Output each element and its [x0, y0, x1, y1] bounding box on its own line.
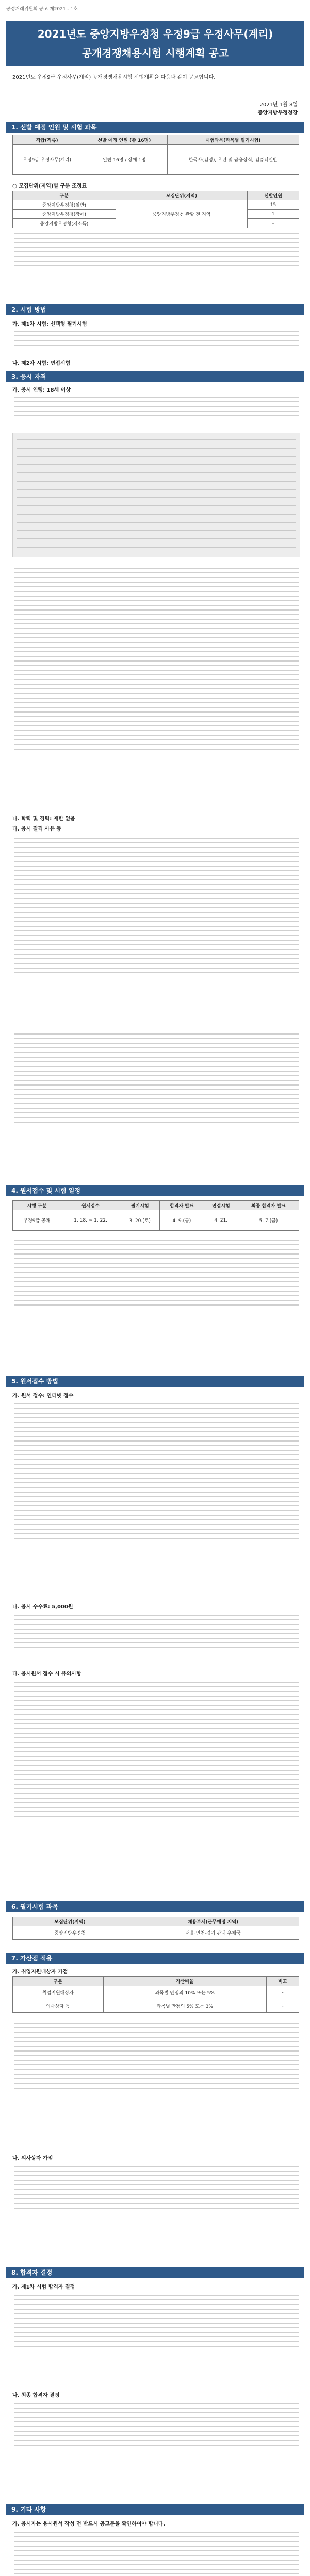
table2-cell: 중앙지방우정청(장애)	[13, 210, 116, 219]
section-2-item-b: 나. 제2차 시험: 면접시험	[12, 361, 71, 366]
section-1-notes	[14, 230, 299, 270]
section-7-notes-a	[14, 2020, 299, 2092]
table3-cell: 4. 21.	[204, 1210, 238, 1231]
table3-cell: 1. 18. ~ 1. 22.	[61, 1210, 120, 1231]
section-9-notes	[14, 2529, 299, 2576]
section-5-heading: 5. 원서접수 방법	[6, 1376, 304, 1387]
section-3-item-c: 다. 응시 결격 사유 등	[12, 826, 62, 832]
table3-cell: 5. 7.(금)	[238, 1210, 299, 1231]
section-7-notes-b	[14, 2163, 299, 2212]
table2-cell: 1	[248, 210, 299, 219]
table2-cell: 15	[248, 200, 299, 210]
section-8-notes-b	[14, 2400, 299, 2449]
header-title-line2: 공개경쟁채용시험 시행계획 공고	[81, 47, 229, 59]
table2-cell: 중앙지방우정청(저소득)	[13, 219, 116, 228]
table1-header: 시험과목(과목별 필기시험)	[167, 135, 299, 145]
section-3-heading: 3. 응시 자격	[6, 371, 304, 382]
section-3-notes-b	[14, 565, 299, 753]
table3-header: 면접시험	[204, 1201, 238, 1210]
section-9-heading: 9. 기타 사항	[6, 2504, 304, 2515]
section-4-heading: 4. 원서접수 및 시험 일정	[6, 1185, 304, 1196]
table5-cell: -	[266, 1986, 299, 1999]
table3-cell: 3. 20.(토)	[120, 1210, 160, 1231]
table1-cell: 한국사(검정), 우편 및 금융상식, 컴퓨터일반	[167, 145, 299, 175]
table2-cell: 중앙지방우정청 관할 전 지역	[116, 200, 247, 228]
selection-table	[12, 135, 299, 175]
table2-header: 구분	[13, 191, 116, 200]
table5-header: 가산비율	[103, 1977, 266, 1986]
table5-cell: 과목별 만점의 5% 또는 3%	[103, 1999, 266, 2013]
table2-header: 모집단위(지역)	[116, 191, 247, 200]
subject-table	[12, 1917, 299, 1940]
section-5-notes-a	[14, 1400, 299, 1543]
section-3-notes-d	[14, 1030, 299, 1126]
section-3-notes-c	[14, 835, 299, 977]
table1-header: 선발 예정 인원 (총 16명)	[81, 135, 168, 145]
table3-header: 시행 구분	[13, 1201, 61, 1210]
table5-cell: -	[266, 1999, 299, 2013]
schedule-table	[12, 1200, 299, 1231]
notice-header	[6, 21, 304, 66]
table3-header: 원서접수	[61, 1201, 120, 1210]
table1-cell: 우정9급 우정사무(계리)	[13, 145, 81, 175]
bonus-table	[12, 1976, 299, 2013]
section-9-item-a: 가. 응시자는 응시원서 작성 전 반드시 공고문을 확인하여야 합니다.	[12, 2521, 166, 2527]
section-6-heading: 6. 필기시험 과목	[6, 1901, 304, 1912]
table5-header: 구분	[13, 1977, 104, 1986]
section-2-heading: 2. 시험 방법	[6, 304, 304, 315]
table3-cell: 4. 9.(금)	[160, 1210, 204, 1231]
table4-header: 채용부서(근무예정 지역)	[127, 1917, 299, 1926]
section-8-item-b: 나. 최종 합격자 결정	[12, 2393, 60, 2398]
notice-number: 공정거래위원회 공고 제2021 - 1호	[6, 7, 78, 12]
table4-header: 모집단위(지역)	[13, 1917, 127, 1926]
table3-cell: 우정9급 공채	[13, 1210, 61, 1231]
table2-cell: -	[248, 219, 299, 228]
section-5-notes-b	[14, 1612, 299, 1652]
table3-header: 최종 합격자 발표	[238, 1201, 299, 1210]
table1-header: 직급(직류)	[13, 135, 81, 145]
table4-cell: 중앙지방우정청	[13, 1926, 127, 1940]
section-8-notes-a	[14, 2292, 299, 2350]
table5-cell: 의사상자 등	[13, 1999, 104, 2013]
section-5-item-a: 가. 원서 접수: 인터넷 접수	[12, 1393, 74, 1399]
section-8-item-a: 가. 제1차 시험 합격자 결정	[12, 2284, 75, 2290]
section-7-heading: 7. 가산점 적용	[6, 1953, 304, 1964]
header-title-line1: 2021년도 중앙지방우정청 우정9급 우정사무(계리)	[37, 28, 273, 40]
section-5-item-b: 나. 응시 수수료: 5,000원	[12, 1604, 73, 1610]
table3-header: 필기시험	[120, 1201, 160, 1210]
section-7-item-b: 나. 의사상자 가점	[12, 2156, 53, 2161]
table5-cell: 취업지원대상자	[13, 1986, 104, 1999]
section-3-item-a: 가. 응시 연령: 18세 이상	[12, 387, 71, 393]
table2-header: 선발인원	[248, 191, 299, 200]
section-5-item-c: 다. 응시원서 접수 시 유의사항	[12, 1671, 81, 1677]
table3-header: 합격자 발표	[160, 1201, 204, 1210]
table2-title: ○ 모집단위(지역)별 구분 조정표	[12, 183, 87, 189]
section-5-notes-c	[14, 1679, 299, 1821]
table5-cell: 과목별 만점의 10% 또는 5%	[103, 1986, 266, 1999]
table1-cell: 일반 16명 / 장애 1명	[81, 145, 168, 175]
notice-date-block	[258, 101, 298, 117]
table5-header: 비고	[266, 1977, 299, 1986]
region-table	[12, 191, 299, 228]
intro-text: 2021년도 우정9급 우정사무(계리) 공개경쟁채용시험 시행계획을 다음과 같이 공고합니다.	[12, 75, 216, 80]
section-2-notes	[14, 328, 299, 349]
section-1-heading: 1. 선발 예정 인원 및 시험 과목	[6, 122, 304, 133]
notice-date: 2021년 1월 8일	[259, 102, 298, 108]
section-7-item-a: 가. 취업지원대상자 가점	[12, 1969, 68, 1975]
table2-cell: 중앙지방우정청(일반)	[13, 200, 116, 210]
section-8-heading: 8. 합격자 결정	[6, 2267, 304, 2278]
table4-cell: 서울·인천·경기 관내 우체국	[127, 1926, 299, 1940]
section-3-notice-box	[12, 433, 300, 557]
notice-issuer: 중앙지방우정청장	[257, 110, 298, 116]
section-3-item-b: 나. 학력 및 경력: 제한 없음	[12, 816, 75, 822]
section-4-notes	[14, 1236, 299, 1309]
section-3-notes-a	[14, 394, 299, 420]
section-2-item-a: 가. 제1차 시험: 선택형 필기시험	[12, 321, 87, 327]
